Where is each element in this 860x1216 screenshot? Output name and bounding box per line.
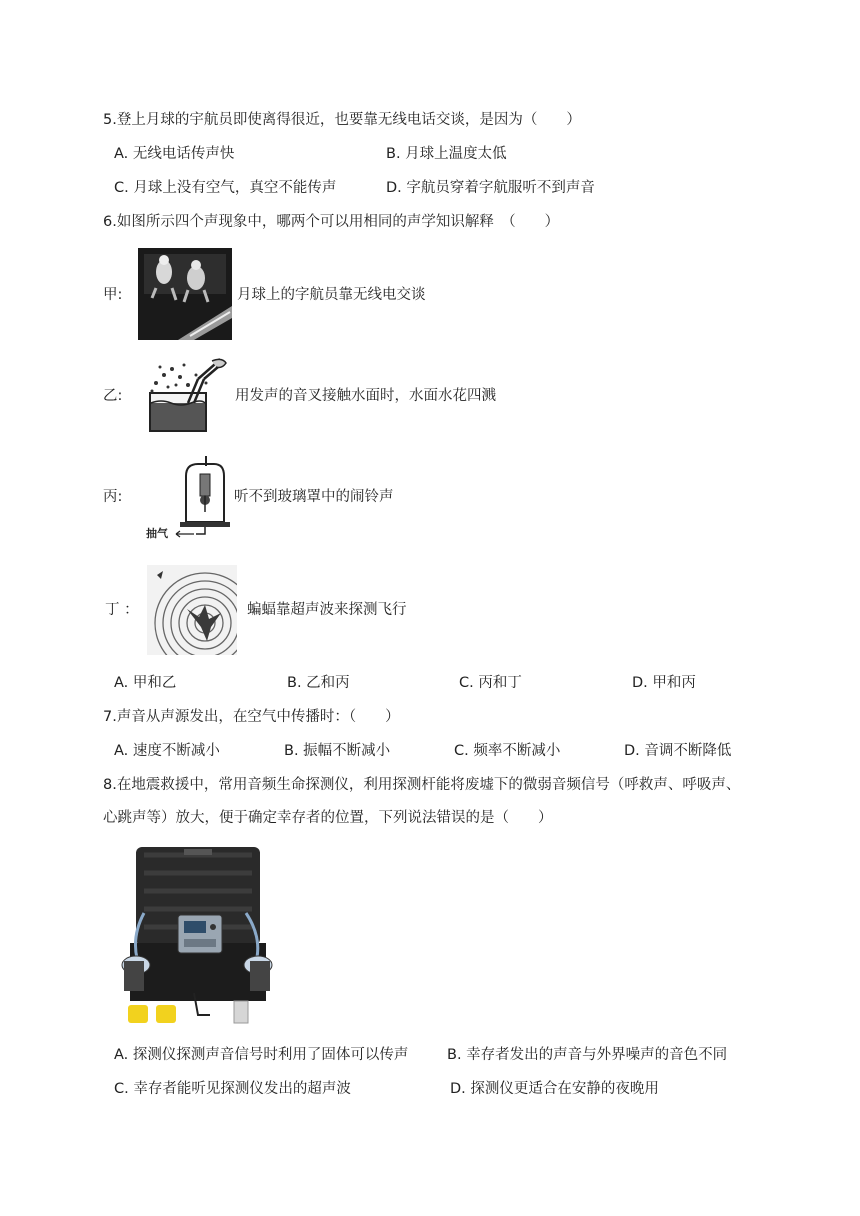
q6-stem: 6.如图所示四个声现象中，哪两个可以用相同的声学知识解释 （ ） bbox=[103, 214, 560, 230]
bell-jar-pump-label: 抽气 bbox=[146, 527, 168, 540]
life-detector-photo bbox=[114, 843, 278, 1029]
q8-option-c: C. 幸存者能听见探测仪发出的超声波 bbox=[114, 1081, 351, 1097]
q8-stem-line1: 8.在地震救援中，常用音频生命探测仪，利用探测杆能将废墟下的微弱音频信号（呼救声、呼吸声、 bbox=[103, 777, 741, 793]
q5-stem: 5.登上月球的宇航员即使离得很近，也要靠无线电话交谈，是因为（ ） bbox=[103, 112, 581, 128]
q6-item-bing-text: 听不到玻璃罩中的闹铃声 bbox=[234, 489, 394, 505]
q5-option-c: C. 月球上没有空气，真空不能传声 bbox=[114, 180, 337, 196]
q6-item-ding-label: 丁 ： bbox=[105, 602, 139, 618]
q7-option-c: C. 频率不断减小 bbox=[454, 743, 561, 759]
q8-stem-line2: 心跳声等）放大，便于确定幸存者的位置，下列说法错误的是（ ） bbox=[103, 810, 553, 826]
bat-echolocation-figure bbox=[147, 565, 237, 655]
astronauts-photo bbox=[138, 248, 232, 340]
q8-option-a: A. 探测仪探测声音信号时利用了固体可以传声 bbox=[114, 1047, 409, 1063]
q8-option-d: D. 探测仪更适合在安静的夜晚用 bbox=[450, 1081, 659, 1097]
q7-stem: 7.声音从声源发出，在空气中传播时：（ ） bbox=[103, 709, 400, 725]
q8-option-b: B. 幸存者发出的声音与外界噪声的音色不同 bbox=[447, 1047, 728, 1063]
q6-item-yi-label: 乙: bbox=[103, 388, 123, 404]
q6-item-jia-label: 甲: bbox=[103, 287, 123, 303]
q6-option-a: A. 甲和乙 bbox=[114, 675, 177, 691]
q6-item-yi-text: 用发声的音叉接触水面时，水面水花四溅 bbox=[235, 388, 496, 404]
q6-item-bing-label: 丙: bbox=[103, 489, 123, 505]
q5-option-d: D. 字航员穿着字航服听不到声音 bbox=[386, 180, 595, 196]
q7-option-b: B. 振幅不断减小 bbox=[284, 743, 391, 759]
q5-option-b: B. 月球上温度太低 bbox=[386, 146, 507, 162]
q6-item-ding-text: 蝙蝠靠超声波来探测飞行 bbox=[247, 602, 407, 618]
q6-option-b: B. 乙和丙 bbox=[287, 675, 350, 691]
tuning-fork-water-figure bbox=[136, 355, 232, 437]
q7-option-a: A. 速度不断减小 bbox=[114, 743, 220, 759]
q5-option-a: A. 无线电话传声快 bbox=[114, 146, 235, 162]
bell-jar-figure bbox=[146, 454, 232, 546]
q7-option-d: D. 音调不断降低 bbox=[624, 743, 732, 759]
q6-item-jia-text: 月球上的字航员靠无线电交谈 bbox=[237, 287, 426, 303]
q6-option-c: C. 丙和丁 bbox=[459, 675, 522, 691]
q6-option-d: D. 甲和丙 bbox=[632, 675, 696, 691]
